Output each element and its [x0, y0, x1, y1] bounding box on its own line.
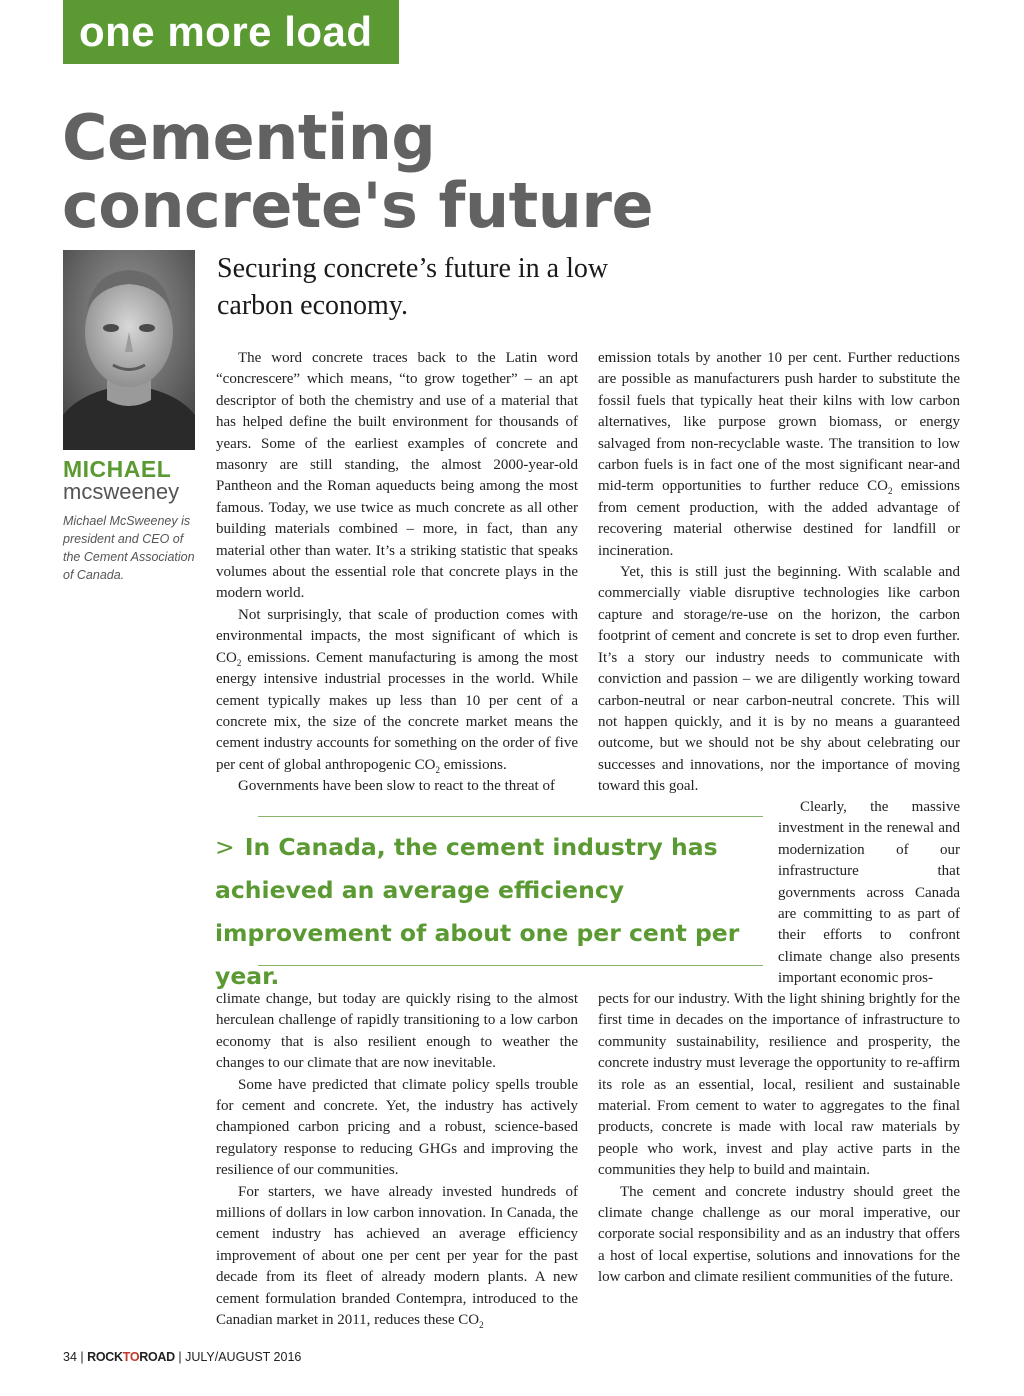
- publication-logo: ROCKTOROAD: [87, 1350, 175, 1364]
- author-portrait-image: [63, 250, 195, 450]
- issue-date: JULY/AUGUST 2016: [185, 1350, 302, 1364]
- paragraph-8: The cement and concrete industry should greet the climate change challenge as our moral imperative, our corporate social responsibility and as an industry that offers a host of local expertise, solutions and innovations for the low carbon and climate resilient communities of the future.: [598, 1183, 960, 1286]
- author-photo: [63, 250, 195, 450]
- article-title: Cementing concrete's future: [62, 101, 654, 242]
- paragraph-4: Some have predicted that climate policy spells trouble for cement and concrete. Yet, the industry has actively championed carbon pricing and a robust, science-based regulatory response to reducing GHGs and improving the resilience of our communities.: [216, 1076, 578, 1179]
- article-column-2-bottom: [598, 989, 960, 1289]
- page-footer: 34 | ROCKTOROAD | JULY/AUGUST 2016: [63, 1350, 302, 1364]
- paragraph-3-continued: climate change, but today are quickly rising to the almost herculean challenge of rapidly transitioning to a low carbon economy that is also resilient enough to weather the changes to our climate that are now inevitable.: [216, 991, 578, 1072]
- article-column-1-top: [216, 348, 578, 798]
- author-first-name: MICHAEL: [63, 456, 172, 482]
- article-subtitle: Securing concrete’s future in a low carbon economy.: [217, 253, 609, 321]
- paragraph-7-continued: pects for our industry. With the light shining brightly for the first time in decades on the importance of infrastructure to community sustainability, resilience and prosperity, the concrete industry must leverage the opportunity to re-affirm its role as an essential, local, resilient and sustainable material. From cement to water to aggregates to the final products, concrete is made with local raw materials by people who work, invest and play active parts in the communities they help to build and maintain.: [598, 991, 960, 1179]
- article-wrap-column: [778, 797, 960, 990]
- paragraph-7-start: Clearly, the massive investment in the renewal and modernization of our infrastructure that governments across Canada are committing to as part of their efforts to confront climate change also presents important economic pros-: [778, 799, 960, 987]
- article-column-1-bottom: [216, 989, 578, 1332]
- paragraph-5: For starters, we have already invested hundreds of millions of dollars in low carbon innovation. In Canada, the cement industry has achieved an average efficiency improvement of about one per cent per year for the past decade from its fleet of already modern plants. A new cement formulation branded Contempra, introduced to the Canadian market in 2011, reduces these $CO_2$: [216, 1183, 578, 1331]
- author-bio: Michael McSweeney is president and CEO of the Cement Association of Canada.: [63, 514, 195, 582]
- pull-quote-text: In Canada, the cement industry has achieved an average efficiency improvement of about one per cent per year.: [215, 833, 740, 990]
- paragraph-2: Not surprisingly, that scale of production comes with environmental impacts, the most significant of which is $CO_2$ emissions. Cement manufacturing is among the most energy intensive industrial processes in the world. While cement typically makes up less than 10 per cent of a concrete mix, the size of the concrete market means the cement industry accounts for something on the order of five per cent of global anthropogenic $CO_2$ emissions.: [216, 606, 578, 775]
- section-tag: [63, 0, 399, 64]
- paragraph-5-continued: emission totals by another 10 per cent. Further reductions are possible as manufacturers push harder to substitute the fossil fuels that typically heat their kilns with low carbon alternatives, like purpose grown biomass, or energy salvaged from non-recyclable waste. The transition to low carbon fuels is in fact one of the most significant near-and mid-term opportunities to further reduce $CO_2$ emissions from cement production, with the added advantage of recovering material otherwise destined for landfill or incineration.: [598, 350, 960, 559]
- article-column-2-top: [598, 348, 960, 798]
- author-last-name: mcsweeney: [63, 479, 180, 504]
- page-number: 34: [63, 1350, 77, 1364]
- paragraph-3-start: Governments have been slow to react to the threat of: [238, 778, 555, 795]
- pull-quote-top-rule: [258, 816, 763, 817]
- pull-quote: [215, 826, 775, 998]
- paragraph-6: Yet, this is still just the beginning. With scalable and commercially viable disruptive technologies like carbon capture and storage/re-use on the horizon, the carbon footprint of cement and concrete is set to drop even further. It’s a story our industry needs to communicate with conviction and passion – we are diligently working toward carbon-neutral or near carbon-neutral concrete. This will not happen quickly, and it is by no means a guaranteed outcome, but we should not be shy about celebrating our successes and innovations, nor the importance of moving toward this goal.: [598, 564, 960, 795]
- pull-quote-marker: >: [215, 833, 235, 861]
- paragraph-1: The word concrete traces back to the Latin word “concrescere” which means, “to grow together” – an apt descriptor of both the chemistry and use of a material that has helped define the built environment for thousands of years. Some of the earliest examples of concrete and masonry are still standing, the almost 2000-year-old Pantheon and the Roman aqueducts being among the most famous. Today, we use twice as much concrete as all other building materials combined – more, in fact, than any material other than water. It’s a striking statistic that speaks volumes about the essential role that concrete plays in the modern world.: [216, 350, 578, 602]
- section-tag-label: one more load: [79, 8, 373, 55]
